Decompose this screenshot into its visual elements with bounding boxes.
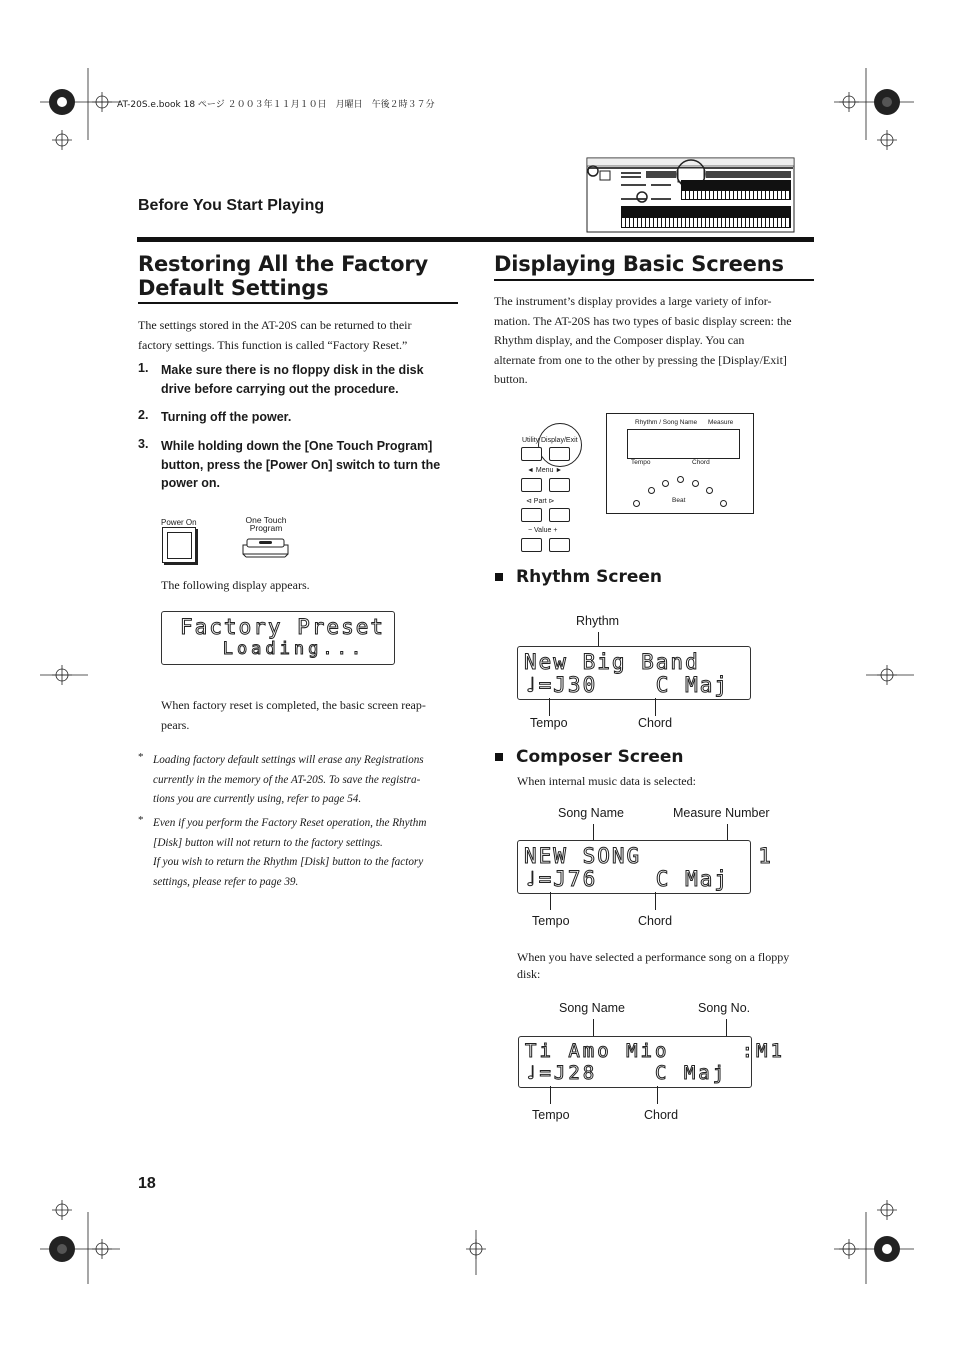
leader-line (655, 698, 656, 716)
beat-led (633, 500, 640, 507)
part-right-button[interactable] (549, 508, 570, 522)
beat-led (648, 487, 655, 494)
floppy-note: When you have selected a performance song on a floppy disk: (517, 950, 790, 981)
leader-line (550, 892, 551, 910)
power-on-label: Power On (161, 518, 197, 527)
leader-line (655, 892, 656, 910)
section-title-basic-screens: Displaying Basic Screens (494, 252, 784, 276)
measure-number-label: Measure Number (673, 806, 770, 820)
title-underline (138, 302, 458, 304)
beat-led (706, 487, 713, 494)
title-underline-right (494, 279, 814, 281)
power-on-switch[interactable] (162, 527, 196, 563)
intro-paragraph: The settings stored in the AT-20S can be returned to their factory settings. This function is called “Factory Reset.” (138, 318, 412, 352)
chord-label: Chord (638, 716, 673, 730)
one-touch-label: One Touch Program (245, 515, 287, 533)
display-exit-label: Display/Exit (541, 437, 578, 444)
rhythm-screen-heading: Rhythm Screen (516, 567, 663, 587)
rhythm-screen-lcd: New Big Band ♩=J30 C Maj (517, 646, 751, 700)
value-minus-button[interactable] (521, 538, 542, 552)
menu-left-button[interactable] (521, 478, 542, 492)
display-panel: Rhythm / Song Name Measure Tempo Chord Beat (606, 413, 754, 514)
part-label: ⊲ Part ⊳ (526, 498, 555, 505)
tempo-label: Tempo (532, 1108, 570, 1122)
chord-label: Chord (638, 914, 673, 928)
heading-bullet (495, 753, 503, 761)
leader-line (550, 1086, 551, 1104)
following-display-text: The following display appears. (161, 578, 310, 592)
tempo-label: Tempo (532, 914, 570, 928)
heading-bullet (495, 573, 503, 581)
print-header: AT-20S.e.book 18 ページ ２００３年１１月１０日 月曜日 午後２時３７分 (117, 100, 435, 110)
song-name-label: Song Name (558, 806, 625, 820)
section-title-factory-reset: Restoring All the Factory Default Settings (138, 252, 428, 300)
header-rule (137, 237, 814, 242)
factory-reset-lcd: Factory Preset Loading... (161, 611, 395, 665)
page-number: 18 (138, 1175, 156, 1192)
one-touch-program-button[interactable] (242, 537, 290, 559)
display-exit-button[interactable] (549, 447, 570, 461)
leader-line (657, 1086, 658, 1104)
menu-right-button[interactable] (549, 478, 570, 492)
tempo-label: Tempo (530, 716, 568, 730)
composer-screen-lcd: NEW SONG 1 ♩=J76 C Maj (517, 840, 751, 894)
part-left-button[interactable] (521, 508, 542, 522)
internal-data-note: When internal music data is selected: (517, 774, 696, 788)
display-window (627, 429, 740, 459)
basic-screens-intro: The instrument’s display provides a large variety of infor- mation. The AT-20S has two types of basic display screen: the Rhythm display, and the Composer display. You can alternate from one to the other by pressing the [Display/Exit] button. (494, 294, 792, 387)
beat-led (720, 500, 727, 507)
song-no-label: Song No. (698, 1001, 751, 1015)
utility-label: Utility (522, 437, 540, 444)
beat-led (662, 480, 669, 487)
chord-label: Chord (644, 1108, 679, 1122)
menu-label: ◄ Menu ► (527, 467, 563, 474)
beat-led (677, 476, 684, 483)
beat-led (692, 480, 699, 487)
running-header: Before You Start Playing (138, 197, 325, 214)
completed-paragraph: When factory reset is completed, the basic screen reap- pears. (161, 698, 426, 732)
composer-screen-heading: Composer Screen (516, 747, 684, 767)
value-label: − Value + (528, 527, 558, 534)
value-plus-button[interactable] (549, 538, 570, 552)
leader-line (549, 698, 550, 716)
rhythm-label: Rhythm (576, 614, 620, 628)
song-name-label: Song Name (559, 1001, 626, 1015)
instrument-thumbnail (586, 156, 796, 234)
utility-button[interactable] (521, 447, 542, 461)
floppy-song-lcd: Ti Amo Mio :M1 ♩=J28 C Maj (518, 1036, 752, 1088)
